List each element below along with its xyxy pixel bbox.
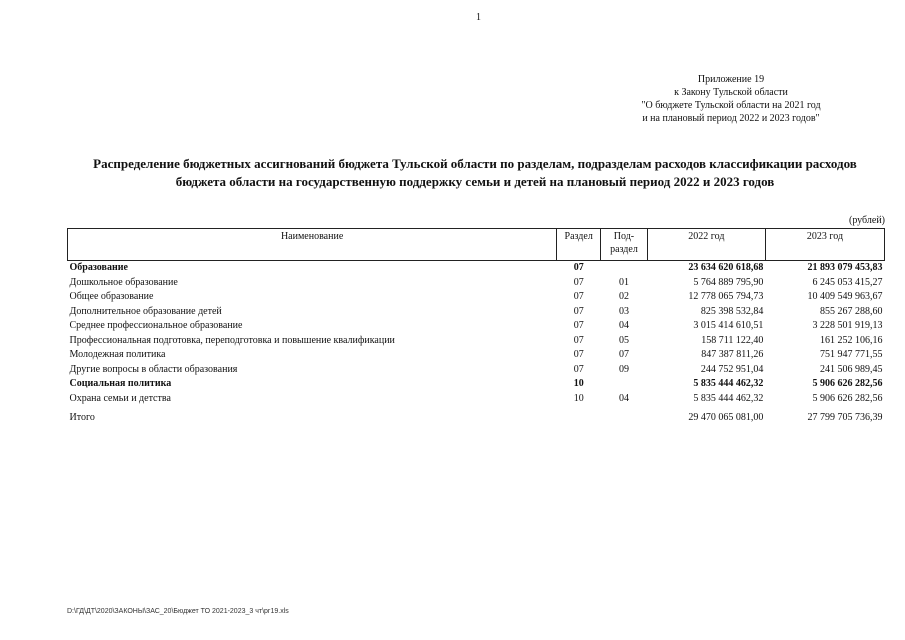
row-name: Среднее профессиональное образование bbox=[69, 320, 243, 332]
row-value-2022: 244 752 951,04 bbox=[700, 363, 764, 375]
row-podrazdel: 02 bbox=[618, 291, 629, 303]
row-value-2023: 751 947 771,55 bbox=[820, 349, 883, 361]
table-row bbox=[68, 261, 885, 276]
row-value-2023: 5 906 626 282,56 bbox=[812, 378, 883, 390]
table-row bbox=[68, 363, 885, 378]
file-path-footer: D:\ГД\ДТ\2020\ЗАКОНЫ\ЗАС_20\Бюджет ТО 2021-2023_3 чт\рг19.xls bbox=[67, 608, 289, 615]
row-name: Дошкольное образование bbox=[69, 276, 178, 288]
row-name: Социальная политика bbox=[69, 378, 172, 390]
row-razdel: 07 bbox=[573, 262, 584, 274]
row-podrazdel: 07 bbox=[618, 349, 629, 361]
row-razdel: 07 bbox=[573, 334, 584, 346]
table-row bbox=[68, 319, 885, 334]
row-value-2022: 5 835 444 462,32 bbox=[693, 392, 764, 404]
title-line-2: бюджета области на государственную поддержку семьи и детей на плановый период 2022 и 2023 годов bbox=[175, 174, 775, 189]
appendix-line-2: к Закону Тульской области bbox=[674, 87, 788, 98]
appendix-header bbox=[600, 73, 862, 125]
row-value-2023: 5 906 626 282,56 bbox=[812, 392, 883, 404]
row-podrazdel: 05 bbox=[618, 334, 629, 346]
row-razdel: 07 bbox=[573, 363, 584, 375]
row-value-2022: 3 015 414 610,51 bbox=[693, 320, 764, 332]
appendix-line-4: и на плановый период 2022 и 2023 годов" bbox=[642, 113, 820, 124]
row-value-2022: 5 835 444 462,32 bbox=[693, 378, 764, 390]
row-name: Дополнительное образование детей bbox=[69, 305, 222, 317]
table-row bbox=[68, 276, 885, 291]
total-razdel bbox=[557, 411, 601, 426]
budget-table bbox=[67, 228, 885, 426]
row-value-2022: 23 634 620 618,68 bbox=[688, 262, 764, 274]
row-value-2023: 3 228 501 919,13 bbox=[812, 320, 883, 332]
header-podrazdel bbox=[601, 229, 648, 261]
row-podrazdel: 04 bbox=[618, 320, 629, 332]
table-row bbox=[68, 334, 885, 349]
row-value-2022: 825 398 532,84 bbox=[700, 305, 764, 317]
total-row bbox=[68, 411, 885, 426]
row-podrazdel: 03 bbox=[618, 305, 629, 317]
unit-label: (рублей) bbox=[848, 215, 885, 226]
row-razdel: 07 bbox=[573, 291, 584, 303]
total-label: Итого bbox=[69, 412, 95, 424]
page-number: 1 bbox=[476, 12, 481, 23]
table-row bbox=[68, 377, 885, 392]
row-podrazdel: 09 bbox=[618, 363, 629, 375]
header-podrazdel-line-2: раздел bbox=[610, 244, 638, 255]
row-value-2022: 5 764 889 795,90 bbox=[693, 276, 764, 288]
row-value-2023: 10 409 549 963,67 bbox=[807, 291, 883, 303]
row-name: Профессиональная подготовка, переподготовка и повышение квалификации bbox=[69, 334, 395, 346]
title-line-1: Распределение бюджетных ассигнований бюджета Тульской области по разделам, подразделам расходов классификации расходов bbox=[93, 156, 857, 171]
header-name: Наименование bbox=[68, 229, 557, 261]
document-title bbox=[40, 155, 905, 191]
row-razdel: 07 bbox=[573, 276, 584, 288]
header-razdel: Раздел bbox=[557, 229, 601, 261]
row-razdel: 10 bbox=[573, 392, 584, 404]
row-name: Образование bbox=[69, 262, 128, 274]
row-podrazdel: 04 bbox=[618, 392, 629, 404]
row-name: Молодежная политика bbox=[69, 349, 166, 361]
row-razdel: 10 bbox=[573, 378, 584, 390]
row-razdel: 07 bbox=[573, 305, 584, 317]
table-row bbox=[68, 290, 885, 305]
total-value-2023: 27 799 705 736,39 bbox=[807, 412, 883, 424]
appendix-line-3: "О бюджете Тульской области на 2021 год bbox=[641, 100, 821, 111]
row-razdel: 07 bbox=[573, 320, 584, 332]
total-value-2022: 29 470 065 081,00 bbox=[688, 412, 764, 424]
row-value-2023: 855 267 288,60 bbox=[820, 305, 883, 317]
header-podrazdel-line-1: Под- bbox=[613, 231, 635, 242]
row-name: Охрана семьи и детства bbox=[69, 392, 171, 404]
row-value-2022: 12 778 065 794,73 bbox=[688, 291, 764, 303]
row-podrazdel bbox=[601, 261, 648, 276]
row-name: Другие вопросы в области образования bbox=[69, 363, 238, 375]
row-value-2023: 241 506 989,45 bbox=[820, 363, 883, 375]
table-header-row bbox=[68, 229, 885, 261]
table-row bbox=[68, 392, 885, 407]
row-value-2022: 847 387 811,26 bbox=[701, 349, 764, 361]
row-value-2023: 21 893 079 453,83 bbox=[807, 262, 883, 274]
appendix-line-1: Приложение 19 bbox=[697, 74, 765, 85]
row-razdel: 07 bbox=[573, 349, 584, 361]
row-podrazdel: 01 bbox=[618, 276, 629, 288]
header-year-2023: 2023 год bbox=[765, 229, 884, 261]
table-row bbox=[68, 305, 885, 320]
table-body bbox=[68, 261, 885, 426]
row-value-2022: 158 711 122,40 bbox=[701, 334, 764, 346]
row-name: Общее образование bbox=[69, 291, 154, 303]
total-podrazdel bbox=[601, 411, 648, 426]
header-year-2022: 2022 год bbox=[647, 229, 765, 261]
row-value-2023: 161 252 106,16 bbox=[820, 334, 883, 346]
table-row bbox=[68, 348, 885, 363]
row-value-2023: 6 245 053 415,27 bbox=[812, 276, 883, 288]
row-podrazdel bbox=[601, 377, 648, 392]
